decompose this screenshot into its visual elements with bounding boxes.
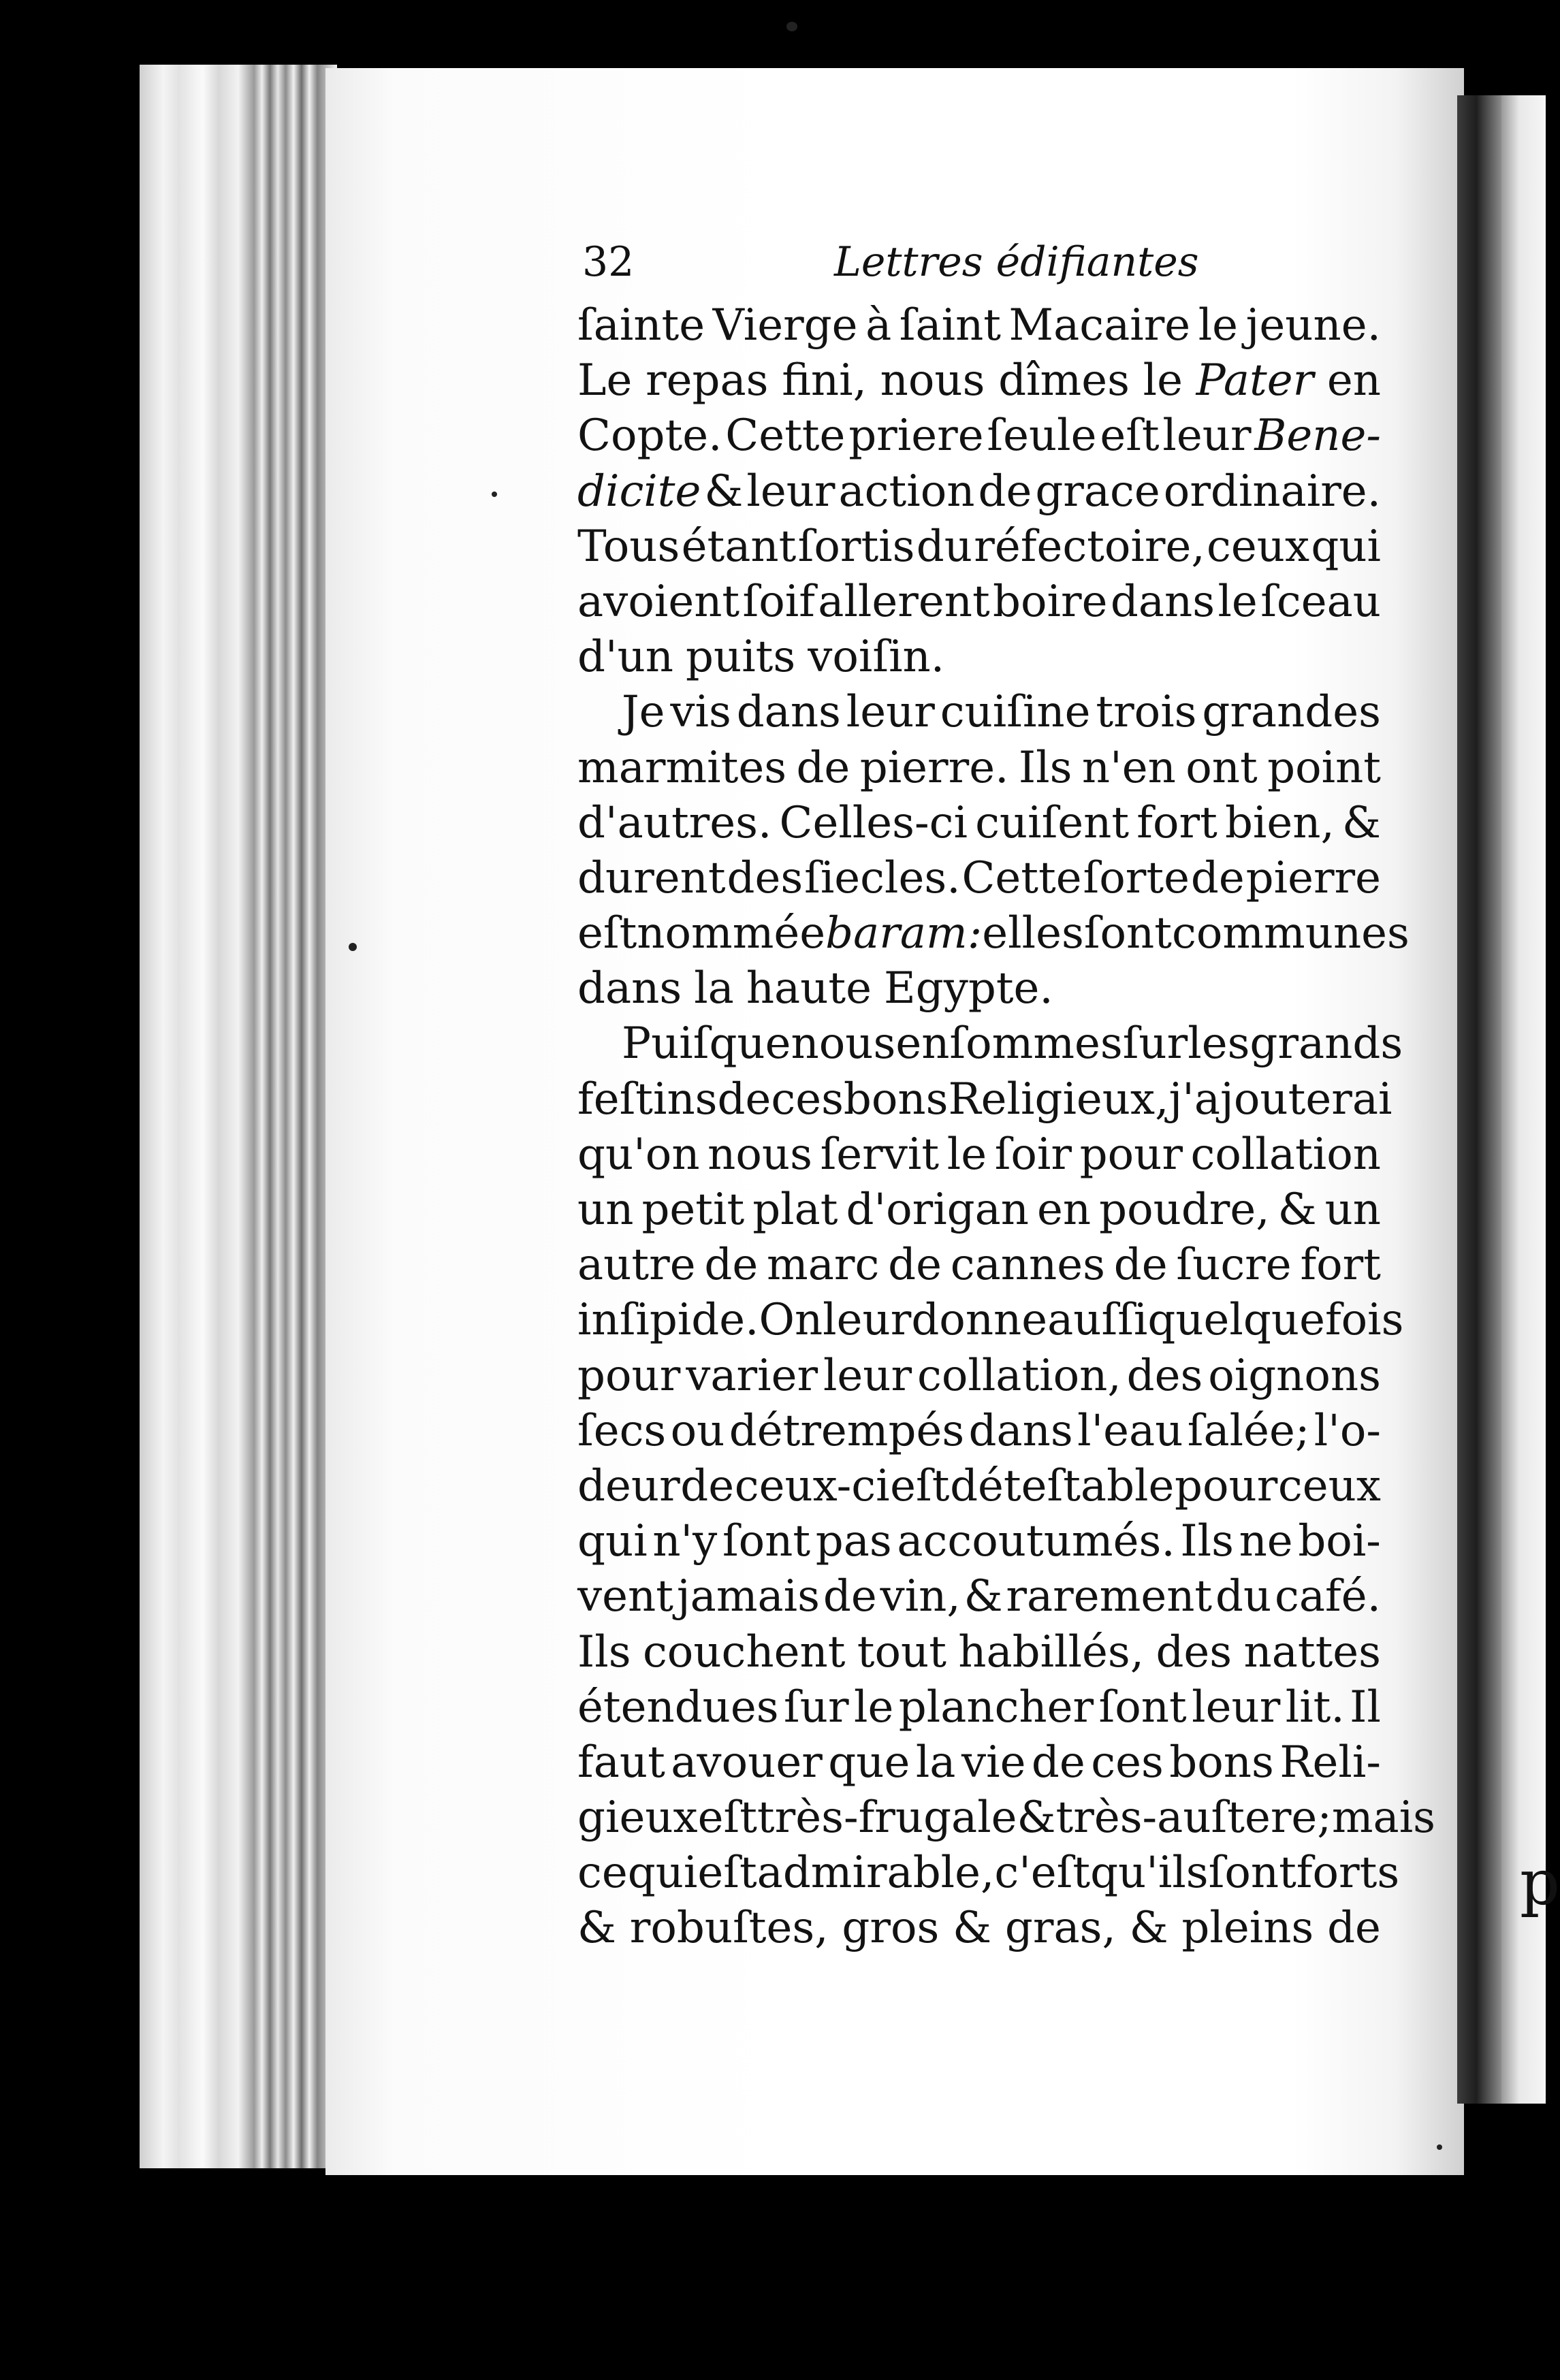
word: j'ajouterai <box>1168 1074 1392 1125</box>
word: lit. <box>1285 1682 1345 1733</box>
word: auſſi <box>1047 1295 1148 1346</box>
word: Ils <box>1018 742 1072 793</box>
word: nommée <box>637 908 826 959</box>
word: & <box>577 1903 616 1954</box>
word: Cette <box>961 852 1082 903</box>
word: petit <box>641 1185 745 1235</box>
word: le <box>946 1129 987 1180</box>
word: leur <box>1192 1682 1281 1733</box>
facing-page-edge <box>1501 95 1546 2104</box>
word: bons <box>1169 1737 1274 1788</box>
word: point <box>1267 742 1381 793</box>
word: plat <box>752 1185 838 1235</box>
word: ſiecles. <box>804 852 961 903</box>
word: en <box>1326 355 1381 406</box>
word: d'origan <box>846 1185 1029 1235</box>
word: réfectoire, <box>974 521 1205 572</box>
word: du <box>1215 1571 1272 1622</box>
text-line <box>577 796 1381 851</box>
word: eſt <box>577 908 637 959</box>
word: elles <box>982 908 1084 959</box>
word: très-auſtere; <box>1055 1792 1332 1844</box>
word: admirable, <box>757 1848 995 1899</box>
word: Ils <box>1180 1516 1234 1567</box>
word: de <box>1190 852 1245 903</box>
word: trois <box>1096 687 1197 738</box>
word: Macaire <box>1008 300 1191 351</box>
word: en <box>895 1018 950 1070</box>
word: Puiſque <box>622 1018 791 1070</box>
word: nous <box>707 1129 812 1180</box>
text-line <box>577 630 1381 685</box>
word: eſt <box>1100 411 1160 462</box>
text-line <box>577 1238 1381 1293</box>
text-line <box>577 1790 1435 1846</box>
word: Reli- <box>1279 1737 1381 1788</box>
word: ce <box>577 1848 628 1899</box>
text-line <box>577 1293 1404 1348</box>
word: Copte. <box>577 411 722 462</box>
word: Je <box>622 687 665 738</box>
word: habillés, <box>958 1626 1145 1677</box>
word: c'eſt <box>994 1848 1091 1899</box>
word: dîmes <box>998 355 1130 406</box>
word: couchent <box>642 1626 846 1677</box>
text-line <box>577 519 1381 575</box>
word: inſipide. <box>577 1295 759 1346</box>
text-line <box>577 1349 1381 1404</box>
word: Le <box>577 355 633 406</box>
word: Bene- <box>1254 411 1381 462</box>
word: ceux <box>1277 1460 1381 1511</box>
word: ſommes <box>949 1018 1123 1070</box>
word: ſont <box>722 1516 811 1567</box>
word: de <box>888 1240 942 1291</box>
speck <box>349 943 357 951</box>
word: un <box>1324 1185 1381 1235</box>
word: gieux <box>577 1792 698 1844</box>
text-line <box>577 575 1381 630</box>
word: le <box>853 1682 894 1733</box>
word: feſtins <box>577 1074 718 1125</box>
word: donne <box>911 1295 1048 1346</box>
word: fini, <box>782 355 867 406</box>
word: quelquefois <box>1147 1295 1404 1346</box>
word: action <box>838 466 975 517</box>
word: ces <box>771 1074 844 1125</box>
word: l'o- <box>1314 1405 1381 1456</box>
word: que <box>828 1737 910 1788</box>
word: la <box>694 963 734 1014</box>
word: deur <box>577 1460 680 1511</box>
text-line <box>577 408 1381 464</box>
word: leur <box>1162 411 1252 462</box>
word: boire <box>993 576 1108 627</box>
word: jeune. <box>1245 300 1381 351</box>
text-line <box>577 353 1381 408</box>
word: puits <box>686 632 796 683</box>
text-line <box>577 1625 1381 1680</box>
word: de <box>680 1460 735 1511</box>
word: ſont <box>1083 908 1172 959</box>
word: boi- <box>1298 1516 1381 1567</box>
word: grands <box>1249 1018 1403 1070</box>
word: fort <box>1136 797 1217 848</box>
word: pour <box>577 1350 681 1401</box>
word: ſortis <box>797 521 915 572</box>
word: Cette <box>725 411 846 462</box>
word: pierre <box>1245 852 1381 903</box>
word: nous <box>791 1018 896 1070</box>
word: gros <box>842 1903 940 1954</box>
word: avoient <box>577 576 740 627</box>
word: allerent <box>818 576 990 627</box>
word: voiſin. <box>808 632 945 683</box>
word: pierre. <box>859 742 1009 793</box>
word: priere <box>848 411 984 462</box>
text-line <box>577 1072 1392 1127</box>
word: d'autres. <box>577 797 772 848</box>
word: faut <box>577 1737 665 1788</box>
word: de <box>704 1240 759 1291</box>
text-line <box>577 1901 1381 1956</box>
word: de <box>1031 1737 1085 1788</box>
word: ſoif <box>742 576 815 627</box>
facing-page-fragment: p <box>1520 1846 1560 1919</box>
text-line <box>577 1846 1400 1901</box>
word: de <box>796 742 850 793</box>
word: les <box>1188 1018 1250 1070</box>
word: varier <box>686 1350 818 1401</box>
word: Ils <box>577 1626 631 1677</box>
word: repas <box>646 355 769 406</box>
word: forts <box>1296 1848 1400 1899</box>
word: de <box>1327 1903 1381 1954</box>
word: qui <box>577 1516 648 1567</box>
word: Egypte. <box>884 963 1053 1014</box>
word: cuiſent <box>975 797 1130 848</box>
word: à <box>865 300 892 351</box>
word: vie <box>961 1737 1026 1788</box>
word: ſont <box>1208 1848 1296 1899</box>
word: ſur <box>1122 1018 1188 1070</box>
word: qu'ils <box>1090 1848 1209 1899</box>
word: Vierge <box>712 300 858 351</box>
word: & <box>1129 1903 1168 1954</box>
speck <box>492 492 497 497</box>
word: ſainte <box>577 300 705 351</box>
body-text <box>577 298 1435 1957</box>
word: étendues <box>577 1682 779 1733</box>
word: communes <box>1171 908 1410 959</box>
gutter-shadow <box>1457 95 1505 2104</box>
word: n'y <box>652 1516 718 1567</box>
word: plancher <box>898 1682 1094 1733</box>
text-line <box>577 851 1381 906</box>
word: ſeule <box>987 411 1097 462</box>
word: eſt <box>697 1848 757 1899</box>
word: de <box>978 466 1032 517</box>
text-line <box>577 1569 1381 1624</box>
word: de <box>717 1074 771 1125</box>
running-header <box>582 231 1209 300</box>
word: cuiſine <box>940 687 1091 738</box>
word: ordinaire. <box>1163 466 1381 517</box>
text-line <box>577 741 1381 796</box>
word: leur <box>823 1350 912 1401</box>
word: qui <box>1311 521 1381 572</box>
word: jamais <box>676 1571 820 1622</box>
word: dans <box>736 687 841 738</box>
word: & <box>1341 797 1381 848</box>
word: pas <box>815 1516 892 1567</box>
word: des <box>1156 1626 1232 1677</box>
word: leur <box>746 466 835 517</box>
text-line <box>577 1404 1381 1459</box>
text-line <box>577 464 1381 519</box>
word: & <box>964 1571 1003 1622</box>
text-line <box>577 961 1381 1016</box>
word: bons <box>843 1074 949 1125</box>
word: dicite <box>577 466 701 517</box>
text-line <box>577 298 1381 353</box>
word: haute <box>746 963 872 1014</box>
word: ou <box>670 1405 725 1456</box>
word: pour <box>1174 1460 1278 1511</box>
word: tout <box>857 1626 946 1677</box>
word: en <box>1037 1185 1092 1235</box>
word: vent <box>577 1571 673 1622</box>
word: fort <box>1300 1240 1381 1291</box>
text-line <box>577 1459 1381 1514</box>
word: pour <box>1079 1129 1183 1180</box>
word: autre <box>577 1240 696 1291</box>
word: ſur <box>784 1682 849 1733</box>
word: un <box>577 1185 634 1235</box>
word: leur <box>823 1295 912 1346</box>
text-line <box>577 906 1410 961</box>
word: grace <box>1035 466 1160 517</box>
word: ces <box>1091 1737 1164 1788</box>
word: ceux-ci <box>734 1460 890 1511</box>
word: Pater <box>1196 355 1314 406</box>
word: leur <box>846 687 935 738</box>
word: ſervit <box>820 1129 940 1180</box>
word: & <box>953 1903 992 1954</box>
word: Religieux, <box>948 1074 1169 1125</box>
word: grandes <box>1202 687 1381 738</box>
running-title: Lettres édifiantes <box>834 238 1199 286</box>
word: nattes <box>1243 1626 1381 1677</box>
word: le <box>1143 355 1183 406</box>
word: rarement <box>1006 1571 1213 1622</box>
word: la <box>915 1737 956 1788</box>
word: ne <box>1239 1516 1293 1567</box>
word: ſalée; <box>1187 1405 1310 1456</box>
page-number: 32 <box>582 238 635 286</box>
word: ſceau <box>1260 576 1381 627</box>
word: ſont <box>1098 1682 1187 1733</box>
word: oignons <box>1208 1350 1381 1401</box>
word: vin, <box>880 1571 961 1622</box>
word: dans <box>968 1405 1073 1456</box>
word: dans <box>577 963 682 1014</box>
word: Tous <box>577 521 680 572</box>
word: des <box>1126 1350 1203 1401</box>
word: ont <box>1185 742 1258 793</box>
word: ſucre <box>1176 1240 1292 1291</box>
word: cannes <box>950 1240 1105 1291</box>
word: ſaint <box>899 300 1001 351</box>
text-line <box>577 1514 1381 1569</box>
word: d'un <box>577 632 673 683</box>
word: café. <box>1275 1571 1381 1622</box>
text-line <box>577 1016 1403 1072</box>
text-line <box>577 1127 1381 1183</box>
word: ſoir <box>994 1129 1072 1180</box>
word: Il <box>1350 1682 1381 1733</box>
word: déteſtable <box>950 1460 1175 1511</box>
speck <box>1437 2144 1442 2150</box>
word: On <box>759 1295 823 1346</box>
word: nous <box>880 355 985 406</box>
word: & <box>1277 1185 1317 1235</box>
word: des <box>727 852 803 903</box>
word: pleins <box>1181 1903 1314 1954</box>
word: marc <box>767 1240 880 1291</box>
word: dans <box>1110 576 1215 627</box>
word: eſt <box>697 1792 757 1844</box>
word: collation, <box>917 1350 1121 1401</box>
word: durent <box>577 852 726 903</box>
word: de <box>1113 1240 1168 1291</box>
word: le <box>1217 576 1258 627</box>
word: très-frugale <box>757 1792 1017 1844</box>
word: & <box>704 466 744 517</box>
word: gras, <box>1004 1903 1116 1954</box>
word: bien, <box>1224 797 1335 848</box>
word: le <box>1198 300 1239 351</box>
word: poudre, <box>1099 1185 1270 1235</box>
word: Celles-ci <box>779 797 968 848</box>
word: ſorte <box>1083 852 1190 903</box>
word: collation <box>1190 1129 1381 1180</box>
text-line <box>577 685 1381 740</box>
word: baram: <box>825 908 983 959</box>
text-line <box>577 1680 1381 1735</box>
word: de <box>823 1571 877 1622</box>
book-page-edges <box>140 65 337 2168</box>
word: étant <box>681 521 797 572</box>
word: eſt <box>890 1460 950 1511</box>
word: mais <box>1331 1792 1435 1844</box>
word: l'eau <box>1077 1405 1183 1456</box>
word: ceux <box>1207 521 1310 572</box>
word: & <box>1017 1792 1056 1844</box>
speck <box>786 22 797 31</box>
word: n'en <box>1081 742 1176 793</box>
word: du <box>916 521 972 572</box>
word: détrempés <box>729 1405 965 1456</box>
text-line <box>577 1735 1381 1790</box>
word: qu'on <box>577 1129 700 1180</box>
word: marmites <box>577 742 787 793</box>
word: ſecs <box>577 1405 667 1456</box>
word: avouer <box>671 1737 823 1788</box>
text-line <box>577 1183 1381 1238</box>
word: qui <box>627 1848 698 1899</box>
word: accoutumés. <box>897 1516 1175 1567</box>
word: vis <box>670 687 731 738</box>
word: robuſtes, <box>629 1903 829 1954</box>
